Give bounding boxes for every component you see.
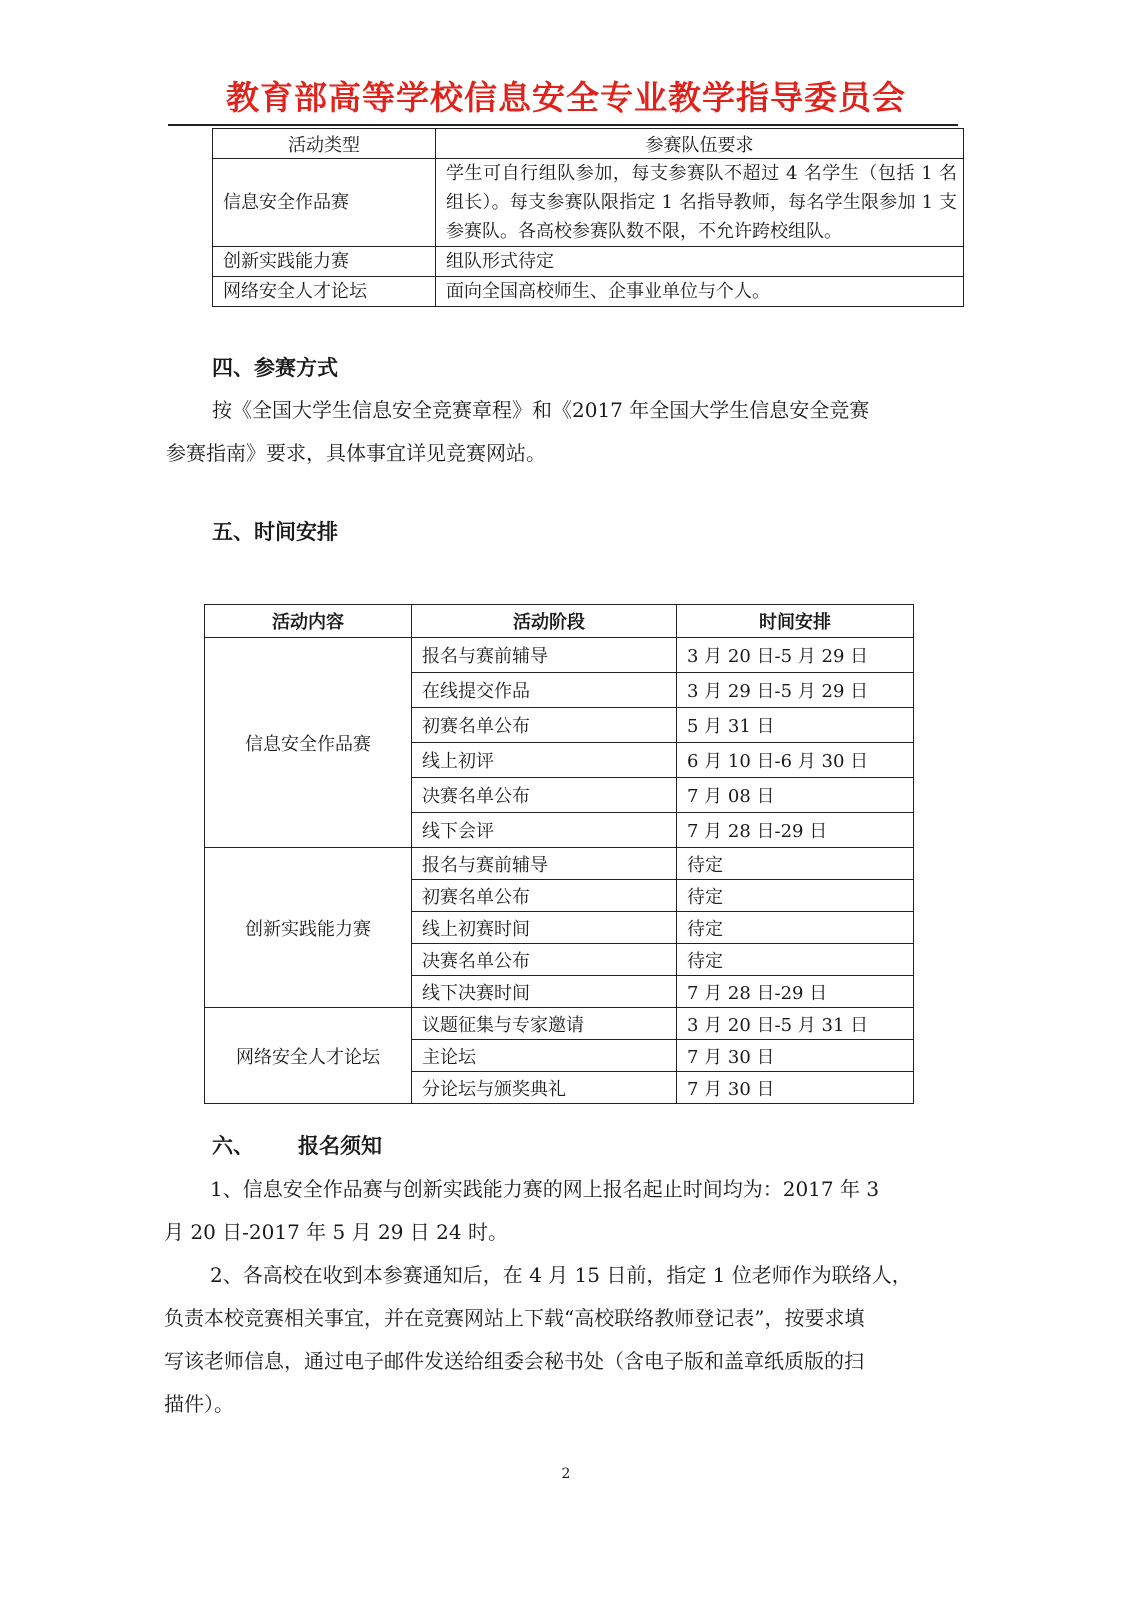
activity-group-cell: 网络安全人才论坛	[205, 1008, 412, 1104]
section-4-heading: 四、参赛方式	[212, 355, 338, 380]
time-cell: 3 月 29 日-5 月 29 日	[677, 673, 914, 708]
team-requirement-cell: 组队形式待定	[436, 247, 964, 277]
time-cell: 待定	[677, 848, 914, 880]
activity-group-cell: 创新实践能力赛	[205, 848, 412, 1008]
column-header: 活动类型	[213, 129, 436, 159]
activity-type-cell: 信息安全作品赛	[213, 159, 436, 247]
activity-type-cell: 创新实践能力赛	[213, 247, 436, 277]
section-4-line-2: 参赛指南》要求，具体事宜详见竞赛网站。	[166, 441, 546, 465]
table-row	[205, 848, 914, 880]
time-cell: 5 月 31 日	[677, 708, 914, 743]
time-cell: 7 月 30 日	[677, 1040, 914, 1072]
stage-cell: 初赛名单公布	[412, 708, 677, 743]
section-5-heading: 五、时间安排	[212, 519, 338, 544]
stage-cell: 决赛名单公布	[412, 944, 677, 976]
letterhead-title: 教育部高等学校信息安全专业教学指导委员会	[226, 78, 906, 117]
stage-cell: 报名与赛前辅导	[412, 638, 677, 673]
notice-2-line-1: 2、各高校在收到本参赛通知后，在 4 月 15 日前，指定 1 位老师作为联络人，	[210, 1263, 912, 1287]
section-6-heading-text: 报名须知	[298, 1133, 382, 1158]
stage-cell: 决赛名单公布	[412, 778, 677, 813]
column-header: 参赛队伍要求	[436, 129, 964, 159]
time-cell: 待定	[677, 944, 914, 976]
stage-cell: 议题征集与专家邀请	[412, 1008, 677, 1040]
table-row	[205, 638, 914, 673]
activity-group-cell: 信息安全作品赛	[205, 638, 412, 848]
column-header: 时间安排	[677, 605, 914, 638]
team-requirements-table	[212, 128, 964, 307]
time-cell: 3 月 20 日-5 月 29 日	[677, 638, 914, 673]
stage-cell: 线上初赛时间	[412, 912, 677, 944]
section-6-heading-number: 六、	[212, 1133, 254, 1158]
stage-cell: 初赛名单公布	[412, 880, 677, 912]
stage-cell: 主论坛	[412, 1040, 677, 1072]
schedule-table	[204, 604, 914, 1104]
time-cell: 7 月 28 日-29 日	[677, 813, 914, 848]
notice-1-line-1: 1、信息安全作品赛与创新实践能力赛的网上报名起止时间均为：2017 年 3	[210, 1177, 880, 1201]
stage-cell: 线下决赛时间	[412, 976, 677, 1008]
time-cell: 7 月 28 日-29 日	[677, 976, 914, 1008]
activity-type-cell: 网络安全人才论坛	[213, 277, 436, 307]
table-row	[205, 1008, 914, 1040]
time-cell: 6 月 10 日-6 月 30 日	[677, 743, 914, 778]
stage-cell: 分论坛与颁奖典礼	[412, 1072, 677, 1104]
notice-2-line-3: 写该老师信息，通过电子邮件发送给组委会秘书处（含电子版和盖章纸质版的扫	[164, 1349, 864, 1373]
table-header-row	[205, 605, 914, 638]
letterhead-rule	[168, 124, 958, 126]
team-requirement-cell: 面向全国高校师生、企事业单位与个人。	[436, 277, 964, 307]
time-cell: 7 月 08 日	[677, 778, 914, 813]
column-header: 活动阶段	[412, 605, 677, 638]
column-header: 活动内容	[205, 605, 412, 638]
time-cell: 待定	[677, 912, 914, 944]
notice-2-line-4: 描件）。	[164, 1392, 234, 1416]
table-header-row	[213, 129, 964, 159]
table-row	[213, 277, 964, 307]
time-cell: 7 月 30 日	[677, 1072, 914, 1104]
time-cell: 待定	[677, 880, 914, 912]
table-row	[213, 159, 964, 247]
stage-cell: 线下会评	[412, 813, 677, 848]
stage-cell: 报名与赛前辅导	[412, 848, 677, 880]
notice-1-line-2: 月 20 日-2017 年 5 月 29 日 24 时。	[164, 1220, 508, 1244]
section-6-heading	[212, 1130, 382, 1160]
time-cell: 3 月 20 日-5 月 31 日	[677, 1008, 914, 1040]
page-number: 2	[561, 1466, 571, 1482]
stage-cell: 线上初评	[412, 743, 677, 778]
stage-cell: 在线提交作品	[412, 673, 677, 708]
table-row	[213, 247, 964, 277]
team-requirement-cell: 学生可自行组队参加，每支参赛队不超过 4 名学生（包括 1 名组长）。每支参赛队限指定 1 名指导教师，每名学生限参加 1 支参赛队。各高校参赛队数不限，不允许跨校组队。	[436, 159, 964, 247]
section-4-line-1: 按《全国大学生信息安全竞赛章程》和《2017 年全国大学生信息安全竞赛	[212, 398, 870, 422]
notice-2-line-2: 负责本校竞赛相关事宜，并在竞赛网站上下载“高校联络教师登记表”，按要求填	[164, 1306, 865, 1330]
